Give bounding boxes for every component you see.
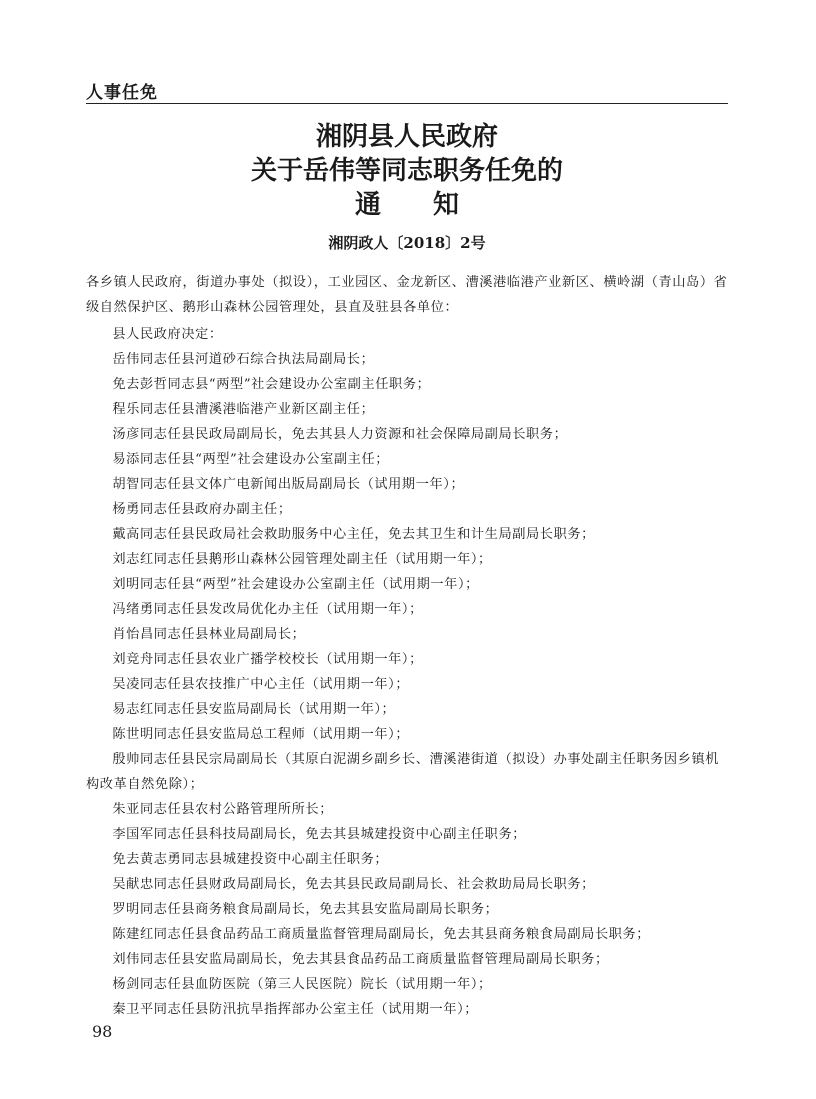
appointment-item: 程乐同志任县漕溪港临港产业新区副主任； [112, 402, 375, 417]
appointment-item: 易志红同志任县安监局副局长（试用期一年）； [112, 702, 396, 717]
title-line-3: 通 知 [354, 190, 459, 220]
title-line-1: 湘阴县人民政府 [315, 122, 498, 152]
appointment-item: 吴凌同志任县农技推广中心主任（试用期一年）； [112, 677, 410, 692]
document-title [86, 120, 728, 222]
appointment-item: 殷帅同志任县民宗局副局长（其原白泥湖乡副乡长、漕溪港街道（拟设）办事处副主任职务因乡镇机构改革自然免除）； [86, 752, 720, 792]
decision-intro: 县人民政府决定： [112, 327, 223, 342]
appointment-item: 岳伟同志任县河道砂石综合执法局副局长； [112, 352, 375, 367]
appointment-item: 罗明同志任县商务粮食局副局长，免去其县安监局副局长职务； [112, 902, 499, 917]
document-number: 湘阴政人〔2018〕2号 [328, 234, 486, 252]
header-divider [86, 103, 728, 104]
appointment-item: 刘明同志任县“两型”社会建设办公室副主任（试用期一年）； [112, 577, 479, 592]
appointment-item: 刘志红同志任县鹅形山森林公园管理处副主任（试用期一年）； [112, 552, 492, 567]
appointment-item: 杨勇同志任县政府办副主任； [112, 502, 292, 517]
appointment-item: 刘竞舟同志任县农业广播学校校长（试用期一年）； [112, 652, 423, 667]
appointment-list [86, 322, 731, 1022]
appointment-item: 杨剑同志任县血防医院（第三人民医院）院长（试用期一年）； [112, 977, 492, 992]
appointment-item: 陈建红同志任县食品药品工商质量监督管理局副局长，免去其县商务粮食局副局长职务； [112, 927, 651, 942]
appointment-item: 陈世明同志任县安监局总工程师（试用期一年）； [112, 727, 410, 742]
appointment-item: 肖怡昌同志任县林业局副局长； [112, 627, 306, 642]
appointment-item: 胡智同志任县文体广电新闻出版局副局长（试用期一年）； [112, 477, 465, 492]
appointment-item: 汤彦同志任县民政局副局长，免去其县人力资源和社会保障局副局长职务； [112, 427, 568, 442]
appointment-item: 免去黄志勇同志县城建投资中心副主任职务； [112, 852, 389, 867]
appointment-item: 李国军同志任县科技局副局长，免去其县城建投资中心副主任职务； [112, 827, 527, 842]
appointment-item: 刘伟同志任县安监局副局长，免去其县食品药品工商质量监督管理局副局长职务； [112, 952, 609, 967]
appointment-item: 秦卫平同志任县防汛抗旱指挥部办公室主任（试用期一年）； [112, 1002, 479, 1017]
appointment-item: 免去彭哲同志县“两型”社会建设办公室副主任职务； [112, 377, 431, 392]
page-number: 98 [92, 1022, 113, 1041]
appointment-item: 戴高同志任县民政局社会救助服务中心主任，免去其卫生和计生局副局长职务； [112, 527, 595, 542]
appointment-item: 朱亚同志任县农村公路管理所所长； [112, 802, 333, 817]
addressee-paragraph: 各乡镇人民政府，街道办事处（拟设），工业园区、金龙新区、漕溪港临港产业新区、横岭湖（青山岛）省级自然保护区、鹅形山森林公园管理处，县直及驻县各单位： [86, 275, 728, 315]
appointment-item: 易添同志任县“两型”社会建设办公室副主任； [112, 452, 390, 467]
appointment-item: 冯绪勇同志任县发改局优化办主任（试用期一年）； [112, 602, 423, 617]
title-line-2: 关于岳伟等同志职务任免的 [250, 156, 563, 186]
section-header: 人事任免 [86, 83, 158, 103]
appointment-item: 吴献忠同志任县财政局副局长，免去其县民政局副局长、社会救助局局长职务； [112, 877, 595, 892]
